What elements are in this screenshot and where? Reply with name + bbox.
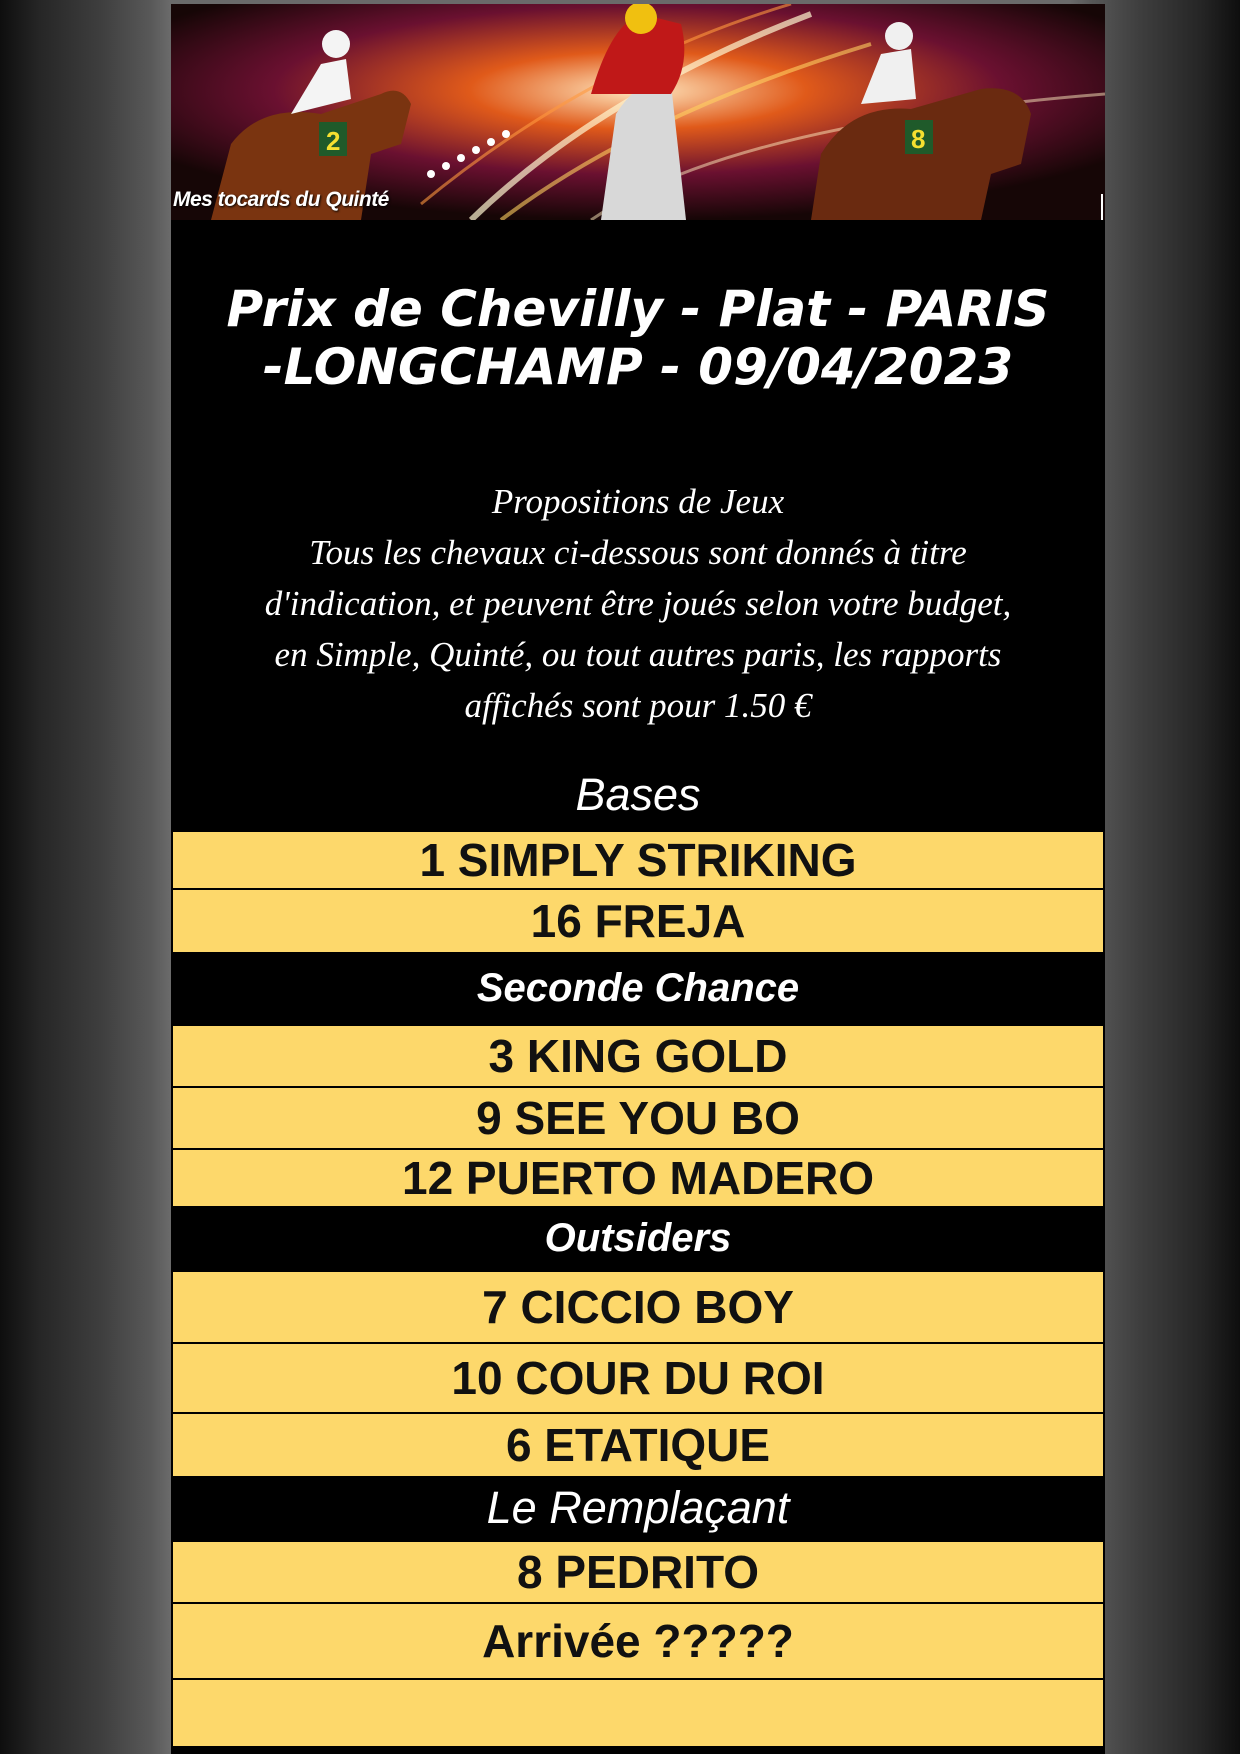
result-value [171, 1678, 1105, 1748]
horse-row: 7 CICCIO BOY [171, 1270, 1105, 1342]
svg-text:2: 2 [326, 126, 341, 156]
section-header-remplacant: Le Remplaçant [171, 1476, 1105, 1540]
intro-line-1: Tous les chevaux ci-dessous sont donnés à titre [309, 533, 967, 572]
horse-row: 9 SEE YOU BO [171, 1086, 1105, 1148]
horse-row: 12 PUERTO MADERO [171, 1148, 1105, 1206]
horse-row: 6 ETATIQUE [171, 1412, 1105, 1476]
race-title-line-2: -LONGCHAMP - 09/04/2023 [262, 338, 1014, 396]
intro-line-4: affichés sont pour 1.50 € [464, 686, 812, 725]
picks-table [171, 760, 1105, 1748]
intro-text [171, 476, 1105, 731]
section-header-bases: Bases [171, 760, 1105, 830]
horse-row: 16 FREJA [171, 888, 1105, 952]
horse-row: 10 COUR DU ROI [171, 1342, 1105, 1412]
race-title-line-1: Prix de Chevilly - Plat - PARIS [226, 280, 1050, 338]
banner-caption: Mes tocards du Quinté [173, 188, 389, 211]
horse-row: 3 KING GOLD [171, 1024, 1105, 1086]
section-header-seconde-chance: Seconde Chance [171, 952, 1105, 1024]
tips-sheet [171, 4, 1105, 1754]
intro-line-2: d'indication, et peuvent être joués selon votre budget, [264, 584, 1012, 623]
race-title [171, 280, 1105, 396]
header-banner [171, 4, 1105, 220]
intro-line-3: en Simple, Quinté, ou tout autres paris, les rapports [274, 635, 1002, 674]
intro-heading: Propositions de Jeux [491, 482, 785, 521]
result-label: Arrivée ????? [171, 1602, 1105, 1678]
horse-row: 8 PEDRITO [171, 1540, 1105, 1602]
svg-text:8: 8 [911, 124, 926, 154]
horse-row: 1 SIMPLY STRIKING [171, 830, 1105, 888]
section-header-outsiders: Outsiders [171, 1206, 1105, 1270]
